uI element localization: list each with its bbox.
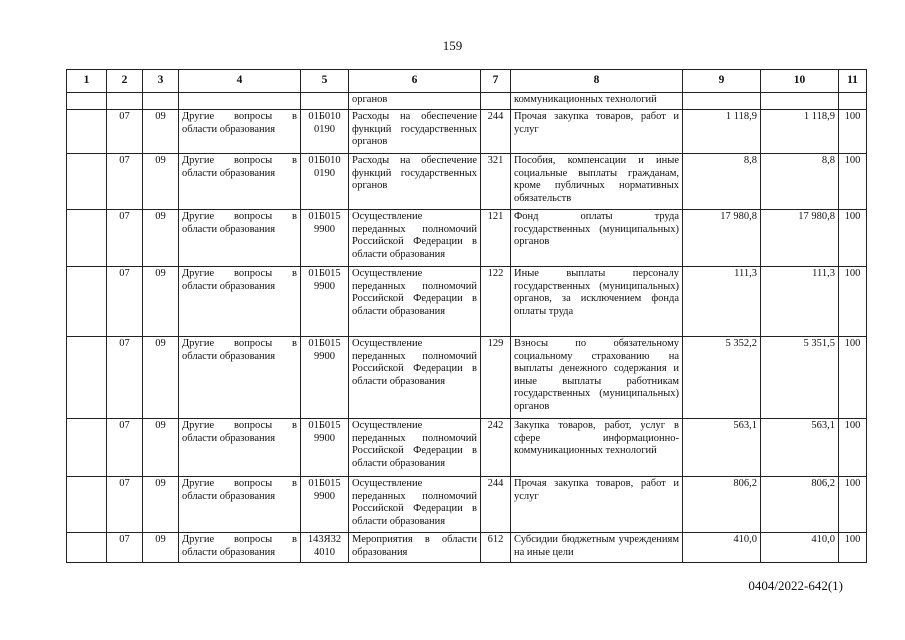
document-code: 0404/2022-642(1)	[748, 578, 843, 593]
cell-col2: 07	[107, 210, 143, 267]
cell-col7: 242	[481, 419, 511, 477]
column-header-10: 10	[761, 70, 839, 93]
cell-col4: Другие вопросы в области образования	[179, 419, 301, 477]
cell-col11: 100	[839, 110, 867, 154]
cell-col8: Взносы по обязательному социальному страхованию на выплаты денежного содержания и иные выплаты работникам государственных (муниципальных) органов	[511, 337, 683, 419]
cell-col9: 5 352,2	[683, 337, 761, 419]
cell-col4: Другие вопросы в области образования	[179, 533, 301, 563]
cell-col10: 563,1	[761, 419, 839, 477]
cell-col2: 07	[107, 419, 143, 477]
cell-col5: 01Б015 9900	[301, 337, 349, 419]
cell-col7: 129	[481, 337, 511, 419]
cell-col11: 100	[839, 210, 867, 267]
cell-col7: 122	[481, 267, 511, 337]
cell-col3: 09	[143, 337, 179, 419]
cell-col3	[143, 93, 179, 110]
cell-col2: 07	[107, 337, 143, 419]
cell-col6: Осуществление переданных полномочий Российской Федерации в области образования	[349, 477, 481, 533]
cell-col1	[67, 210, 107, 267]
table-row	[67, 110, 867, 154]
cell-col8: Иные выплаты персоналу государственных (муниципальных) органов, за исключением фонда оплаты труда	[511, 267, 683, 337]
cell-col6: Осуществление переданных полномочий Российской Федерации в области образования	[349, 267, 481, 337]
column-header-9: 9	[683, 70, 761, 93]
cell-col3: 09	[143, 110, 179, 154]
cell-col6: Осуществление переданных полномочий Российской Федерации в области образования	[349, 210, 481, 267]
table-row	[67, 477, 867, 533]
cell-col9: 410,0	[683, 533, 761, 563]
cell-col4: Другие вопросы в области образования	[179, 210, 301, 267]
cell-col10: 806,2	[761, 477, 839, 533]
cell-col10: 111,3	[761, 267, 839, 337]
cell-col9: 563,1	[683, 419, 761, 477]
cell-col1	[67, 110, 107, 154]
cell-col6: органов	[349, 93, 481, 110]
cell-col7: 321	[481, 154, 511, 210]
cell-col7: 244	[481, 477, 511, 533]
continuation-row	[67, 93, 867, 110]
column-header-8: 8	[511, 70, 683, 93]
cell-col11: 100	[839, 477, 867, 533]
cell-col8: Прочая закупка товаров, работ и услуг	[511, 110, 683, 154]
table-row	[67, 154, 867, 210]
cell-col4: Другие вопросы в области образования	[179, 337, 301, 419]
cell-col3: 09	[143, 477, 179, 533]
page-number: 159	[442, 38, 463, 53]
cell-col3: 09	[143, 419, 179, 477]
cell-col2: 07	[107, 110, 143, 154]
cell-col6: Расходы на обеспечение функций государственных органов	[349, 154, 481, 210]
cell-col2	[107, 93, 143, 110]
cell-col7: 244	[481, 110, 511, 154]
cell-col2: 07	[107, 533, 143, 563]
cell-col10: 5 351,5	[761, 337, 839, 419]
table-row	[67, 267, 867, 337]
cell-col5	[301, 93, 349, 110]
cell-col2: 07	[107, 154, 143, 210]
cell-col11: 100	[839, 337, 867, 419]
table-row	[67, 337, 867, 419]
cell-col7: 612	[481, 533, 511, 563]
cell-col2: 07	[107, 267, 143, 337]
cell-col1	[67, 533, 107, 563]
cell-col8: Фонд оплаты труда государственных (муниципальных) органов	[511, 210, 683, 267]
cell-col9: 111,3	[683, 267, 761, 337]
cell-col8: Прочая закупка товаров, работ и услуг	[511, 477, 683, 533]
cell-col10: 1 118,9	[761, 110, 839, 154]
cell-col5: 01Б015 9900	[301, 419, 349, 477]
column-header-3: 3	[143, 70, 179, 93]
header-row	[67, 70, 867, 93]
cell-col8: Субсидии бюджетным учреждениям на иные цели	[511, 533, 683, 563]
cell-col9: 17 980,8	[683, 210, 761, 267]
cell-col1	[67, 337, 107, 419]
cell-col3: 09	[143, 267, 179, 337]
cell-col1	[67, 154, 107, 210]
cell-col7	[481, 93, 511, 110]
cell-col5: 01Б010 0190	[301, 154, 349, 210]
cell-col1	[67, 419, 107, 477]
cell-col5: 01Б015 9900	[301, 477, 349, 533]
cell-col10	[761, 93, 839, 110]
budget-table	[66, 69, 867, 563]
cell-col9: 1 118,9	[683, 110, 761, 154]
cell-col10: 410,0	[761, 533, 839, 563]
cell-col3: 09	[143, 210, 179, 267]
table-row	[67, 419, 867, 477]
cell-col10: 17 980,8	[761, 210, 839, 267]
cell-col6: Осуществление переданных полномочий Российской Федерации в области образования	[349, 419, 481, 477]
cell-col3: 09	[143, 154, 179, 210]
cell-col4: Другие вопросы в области образования	[179, 267, 301, 337]
column-header-7: 7	[481, 70, 511, 93]
column-header-2: 2	[107, 70, 143, 93]
cell-col8: коммуникационных технологий	[511, 93, 683, 110]
column-header-4: 4	[179, 70, 301, 93]
cell-col5: 01Б010 0190	[301, 110, 349, 154]
cell-col11: 100	[839, 154, 867, 210]
cell-col4: Другие вопросы в области образования	[179, 154, 301, 210]
cell-col9: 8,8	[683, 154, 761, 210]
cell-col10: 8,8	[761, 154, 839, 210]
cell-col1	[67, 477, 107, 533]
cell-col9: 806,2	[683, 477, 761, 533]
table-row	[67, 210, 867, 267]
cell-col3: 09	[143, 533, 179, 563]
cell-col5: 143Я32 4010	[301, 533, 349, 563]
cell-col6: Мероприятия в области образования	[349, 533, 481, 563]
cell-col4	[179, 93, 301, 110]
cell-col6: Осуществление переданных полномочий Российской Федерации в области образования	[349, 337, 481, 419]
cell-col11: 100	[839, 267, 867, 337]
column-header-11: 11	[839, 70, 867, 93]
cell-col4: Другие вопросы в области образования	[179, 110, 301, 154]
cell-col7: 121	[481, 210, 511, 267]
cell-col11: 100	[839, 419, 867, 477]
column-header-5: 5	[301, 70, 349, 93]
table-row	[67, 533, 867, 563]
cell-col2: 07	[107, 477, 143, 533]
cell-col1	[67, 267, 107, 337]
cell-col1	[67, 93, 107, 110]
cell-col6: Расходы на обеспечение функций государственных органов	[349, 110, 481, 154]
cell-col8: Закупка товаров, работ, услуг в сфере информационно-коммуникационных технологий	[511, 419, 683, 477]
cell-col5: 01Б015 9900	[301, 267, 349, 337]
cell-col11: 100	[839, 533, 867, 563]
column-header-1: 1	[67, 70, 107, 93]
cell-col4: Другие вопросы в области образования	[179, 477, 301, 533]
cell-col5: 01Б015 9900	[301, 210, 349, 267]
cell-col11	[839, 93, 867, 110]
column-header-6: 6	[349, 70, 481, 93]
cell-col8: Пособия, компенсации и иные социальные выплаты гражданам, кроме публичных нормативных обязательств	[511, 154, 683, 210]
cell-col9	[683, 93, 761, 110]
